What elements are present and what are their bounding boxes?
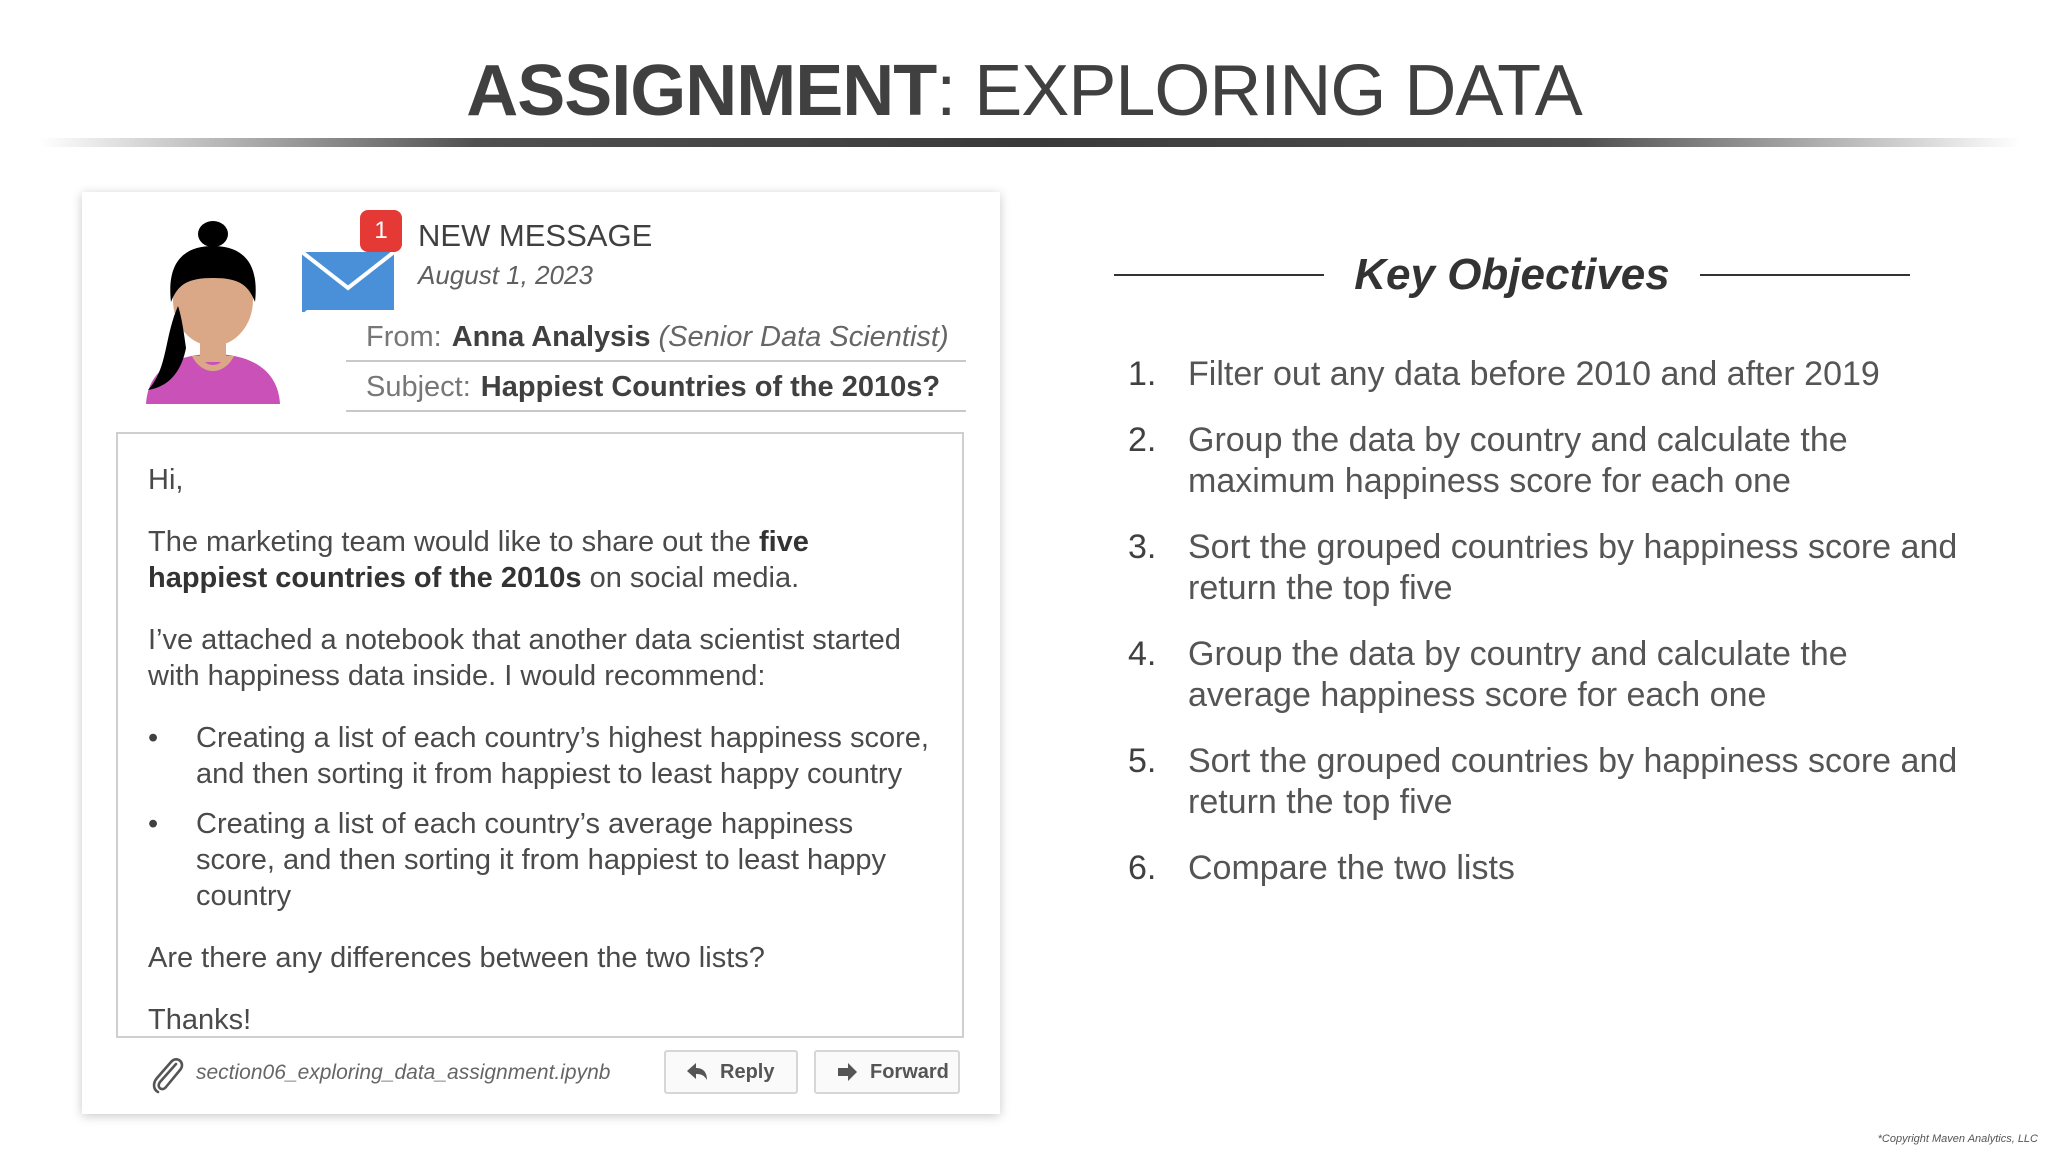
objective-number: 4. <box>1128 635 1157 673</box>
objective-text: Group the data by country and calculate the maximum happiness score for each one <box>1188 421 1848 500</box>
forward-icon <box>836 1062 858 1082</box>
objective-number: 5. <box>1128 742 1157 780</box>
objective-text: Sort the grouped countries by happiness score and return the top five <box>1188 742 1958 821</box>
notification-badge: 1 <box>360 210 402 252</box>
title-rest: EXPLORING DATA <box>955 51 1582 131</box>
objective-number: 6. <box>1128 849 1157 887</box>
from-label: From: <box>366 321 442 353</box>
objectives-rule-left <box>1114 274 1324 276</box>
objective-text: Group the data by country and calculate the average happiness score for each one <box>1188 635 1848 714</box>
body-paragraph-2: I’ve attached a notebook that another data scientist started with happiness data inside. I would recommend: <box>148 624 901 692</box>
sender-role: (Senior Data Scientist) <box>658 321 949 353</box>
p1-bold: five happiest countries of the 2010s <box>148 526 809 594</box>
p1-tail: on social media. <box>581 562 800 594</box>
subject-label: Subject: <box>366 371 471 403</box>
subject-row <box>346 364 966 412</box>
p1-text: The marketing team would like to share out the <box>148 526 759 558</box>
title-divider <box>40 138 2020 147</box>
body-question: Are there any differences between the two lists? <box>148 942 765 974</box>
avatar <box>138 218 288 404</box>
slide-title <box>0 46 2048 136</box>
message-header: NEW MESSAGE <box>418 218 653 253</box>
objectives-list <box>1126 354 1966 889</box>
recommendation-list <box>148 720 932 914</box>
forward-label: Forward <box>870 1061 949 1083</box>
objective-number: 2. <box>1128 421 1157 459</box>
objective-item <box>1126 527 1966 609</box>
list-item: • Creating a list of each country’s average happiness score, and then sorting it from happiest to least happy country <box>148 806 932 914</box>
sender-name: Anna Analysis <box>451 321 651 353</box>
list-item: • Creating a list of each country’s highest happiness score, and then sorting it from happiest to least happy country <box>148 720 932 792</box>
paperclip-icon <box>150 1054 186 1094</box>
copyright-note: *Copyright Maven Analytics, LLC <box>1877 1133 2038 1145</box>
reply-label: Reply <box>720 1061 775 1083</box>
objective-text: Compare the two lists <box>1188 849 1515 887</box>
greeting: Hi, <box>148 464 184 496</box>
email-card <box>82 192 1000 1114</box>
objective-item <box>1126 634 1966 716</box>
body-paragraph-1 <box>148 524 932 596</box>
reply-button[interactable] <box>664 1050 798 1094</box>
objective-item <box>1126 354 1966 395</box>
objective-item <box>1126 420 1966 502</box>
objectives-heading: Key Objectives <box>1354 250 1670 299</box>
signoff: Thanks! <box>148 1004 252 1036</box>
title-colon: : <box>936 51 956 131</box>
title-strong: ASSIGNMENT <box>466 51 937 131</box>
attachment-link[interactable]: section06_exploring_data_assignment.ipynb <box>196 1061 611 1084</box>
objective-number: 1. <box>1128 355 1157 393</box>
forward-button[interactable] <box>814 1050 960 1094</box>
subject-value: Happiest Countries of the 2010s? <box>480 371 941 403</box>
reply-icon <box>686 1062 708 1082</box>
objective-item <box>1126 741 1966 823</box>
objective-text: Sort the grouped countries by happiness score and return the top five <box>1188 528 1958 607</box>
message-date: August 1, 2023 <box>418 260 593 290</box>
objective-item <box>1126 848 1966 889</box>
objective-number: 3. <box>1128 528 1157 566</box>
message-body <box>116 432 964 1038</box>
objectives-rule-right <box>1700 274 1910 276</box>
objective-text: Filter out any data before 2010 and after 2019 <box>1188 355 1880 393</box>
from-row <box>346 314 966 362</box>
